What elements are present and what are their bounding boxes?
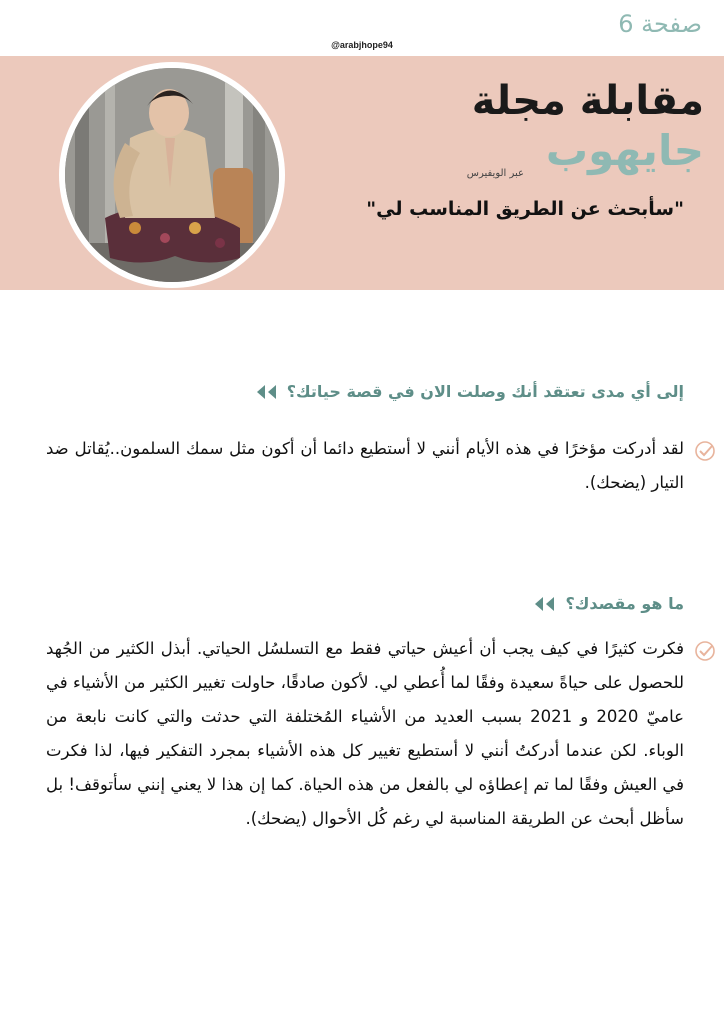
check-circle-icon [694,640,716,662]
question-1 [255,382,684,401]
portrait-photo [65,68,279,282]
double-chevron-left-icon [255,384,277,400]
question-text: ما هو مقصدك؟ [565,594,684,613]
source-byline: عبر الويفيرس [466,168,524,179]
answer-text: لقد أدركت مؤخرًا في هذه الأيام أنني لا أستطيع دائما أن أكون مثل سمك السلمون..يُقاتل ضد التيار (يضحك). [46,439,684,492]
interviewee-name: جايهوب [545,126,704,175]
question-2 [533,594,684,613]
author-handle: @arabjhope94 [331,40,393,50]
magazine-title: مقابلة مجلة [471,78,704,124]
answer-text: فكرت كثيرًا في كيف يجب أن أعيش حياتي فقط مع التسلسُل الحياتي. أبذل الكثير من الجُهد للحصول على حياةً سعيدة وفقًا لما أُعطي لي. لأكون صادقًا، حاولت تغيير الكثير من الأشياء في عاميّ 2020 و 2021 بسبب العديد من الأشياء المُختلفة التي حدثت والتي كانت نابعة من الوباء. لكن عندما أدركتُ أنني لا أستطيع تغيير كل هذه الأشياء بمجرد التفكير فيها، لذا فكرت في العيش وفقًا لما تم إعطاؤه لي بالفعل من هذه الحياة. كما إن هذا لا يعني إنني سأتوقف! بل سأظل أبحث عن الطريقة المناسبة لي رغم كُل الأحوال (يضحك). [46,639,684,828]
question-text: إلى أي مدى تعتقد أنك وصلت الان في قصة حياتك؟ [286,382,684,401]
page-number: صفحة 6 [618,10,702,38]
headline-quote: "سأبحث عن الطريق المناسب لي" [366,198,684,220]
double-chevron-left-icon [533,596,555,612]
check-circle-icon [694,440,716,462]
